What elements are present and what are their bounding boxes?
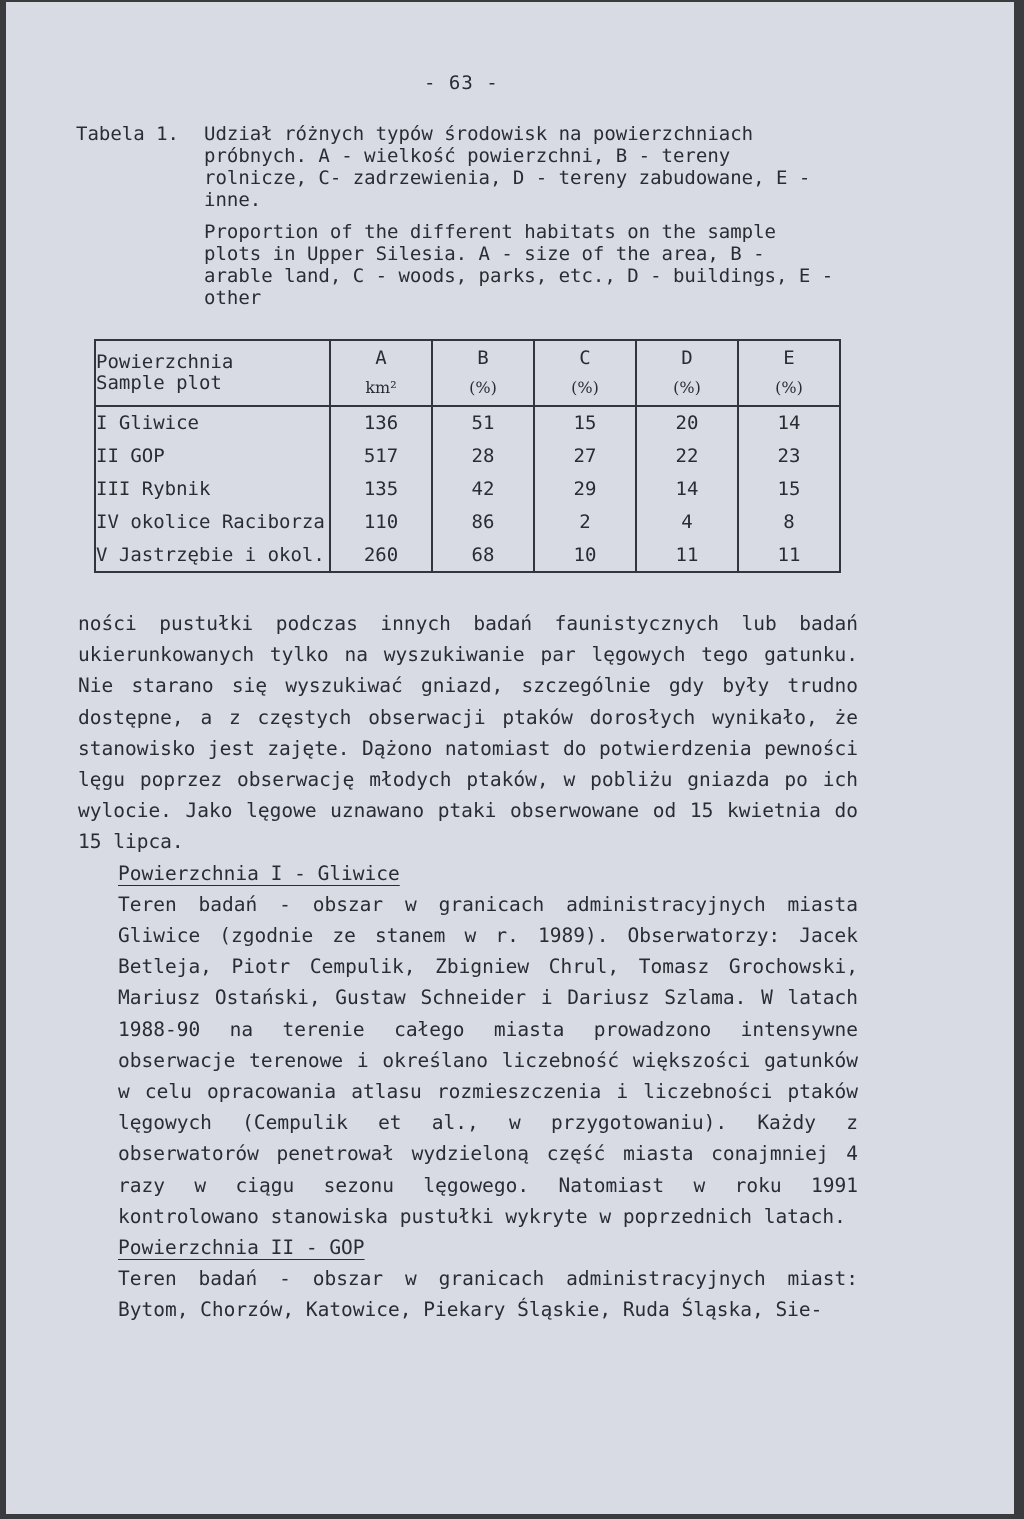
cell-e: 15 — [738, 473, 840, 506]
cell-a: 110 — [330, 505, 432, 538]
section-heading-gop — [78, 1232, 858, 1263]
paragraph: ności pustułki podczas innych badań faunistycznych lub badań ukierunkowanych tylko na wyszukiwanie par lęgowych tego gatunku. Nie starano się wyszukiwać gniazd, szczególnie gdy były trudno dostępne, a z częstych obserwacji ptaków dorosłych wynikało, że stanowisko jest zajęte. Dążono natomiast do potwierdzenia pewności lęgu poprzez obserwację młodych ptaków, w pobliżu gniazda po ich wylocie. Jako lęgowe uznawano ptaki obserwowane od 15 kwietnia do 15 lipca. — [78, 612, 858, 854]
cell-b: 28 — [432, 440, 534, 473]
cell-e: 11 — [738, 538, 840, 572]
cell-c: 10 — [534, 538, 636, 572]
cell-b: 42 — [432, 473, 534, 506]
cell-a: 260 — [330, 538, 432, 572]
row-location: V Jastrzębie i okol. — [95, 538, 330, 572]
header-location-en: Sample plot — [96, 372, 222, 394]
header-col-d — [636, 340, 738, 406]
paragraph: Teren badań - obszar w granicach administracyjnych miasta Gliwice (zgodnie ze stanem w r. 1989). Obserwatorzy: Jacek Betleja, Piotr Cempulik, Zbigniew Chrul, Tomasz Grochowski, Mariusz Ostański, Gustaw Schneider i Dariusz Szlama. W latach 1988-90 na terenie całego miasta prowadzono intensywne obserwacje terenowe i określano liczebność większości gatunków w celu opracowania atlasu rozmieszczenia i liczebności ptaków lęgowych (Cempulik et al., w przygotowaniu). Każdy z obserwatorów penetrował wydzieloną część miasta conajmniej 4 razy w ciągu sezonu lęgowego. Natomiast w roku 1991 kontrolowano stanowiska pustułki wykryte w poprzednich latach. — [118, 892, 858, 1228]
header-col-c-key: C — [579, 347, 591, 369]
cell-b: 51 — [432, 406, 534, 440]
cell-d: 11 — [636, 538, 738, 572]
habitat-table — [94, 339, 841, 573]
cell-c: 15 — [534, 406, 636, 440]
table-row — [95, 406, 840, 440]
cell-c: 27 — [534, 440, 636, 473]
header-col-e-key: E — [783, 347, 795, 369]
cell-a: 517 — [330, 440, 432, 473]
header-col-b-unit: (%) — [469, 378, 497, 397]
table-row — [95, 440, 840, 473]
header-col-a-key: A — [375, 347, 387, 369]
cell-d: 22 — [636, 440, 738, 473]
header-col-b-key: B — [477, 347, 489, 369]
cell-c: 29 — [534, 473, 636, 506]
cell-b: 68 — [432, 538, 534, 572]
header-col-a-unit: km² — [365, 378, 397, 397]
cell-e: 14 — [738, 406, 840, 440]
table-row — [95, 505, 840, 538]
cell-a: 135 — [330, 473, 432, 506]
row-location: II GOP — [95, 440, 330, 473]
cell-e: 8 — [738, 505, 840, 538]
table-row — [95, 473, 840, 506]
table-header-row — [95, 340, 840, 406]
cell-d: 20 — [636, 406, 738, 440]
body-text — [78, 608, 858, 1326]
cell-c: 2 — [534, 505, 636, 538]
cell-d: 4 — [636, 505, 738, 538]
row-location: III Rybnik — [95, 473, 330, 506]
caption-polish: Udział różnych typów środowisk na powierzchniach próbnych. A - wielkość powierzchni, B - tereny rolnicze, C- zadrzewienia, D - tereny zabudowane, E - inne. — [204, 123, 811, 211]
header-col-a — [330, 340, 432, 406]
header-col-e-unit: (%) — [775, 378, 803, 397]
header-col-d-key: D — [681, 347, 693, 369]
caption-english: Proportion of the different habitats on the sample plots in Upper Silesia. A - size of the area, B - arable land, C - woods, parks, etc., D - buildings, E - other — [204, 221, 834, 309]
header-col-b — [432, 340, 534, 406]
section-heading-gliwice — [78, 858, 858, 889]
section-heading-gop-text: Powierzchnia II - GOP — [118, 1236, 365, 1260]
cell-b: 86 — [432, 505, 534, 538]
caption-label: Tabela 1. — [76, 123, 179, 145]
header-location-pl: Powierzchnia — [96, 351, 234, 373]
cell-a: 136 — [330, 406, 432, 440]
header-col-c — [534, 340, 636, 406]
section-heading-gliwice-text: Powierzchnia I - Gliwice — [118, 861, 400, 885]
row-location: IV okolice Raciborza — [95, 505, 330, 538]
header-location — [95, 340, 330, 406]
row-location: I Gliwice — [95, 406, 330, 440]
header-col-c-unit: (%) — [571, 378, 599, 397]
table-row — [95, 538, 840, 572]
cell-d: 14 — [636, 473, 738, 506]
header-col-d-unit: (%) — [673, 378, 701, 397]
header-col-e — [738, 340, 840, 406]
page-number: - 63 - — [424, 72, 499, 94]
paragraph: Teren badań - obszar w granicach administracyjnych miast: Bytom, Chorzów, Katowice, Piekary Śląskie, Ruda Śląska, Sie- — [118, 1267, 858, 1322]
cell-e: 23 — [738, 440, 840, 473]
document-page — [6, 2, 1014, 1514]
